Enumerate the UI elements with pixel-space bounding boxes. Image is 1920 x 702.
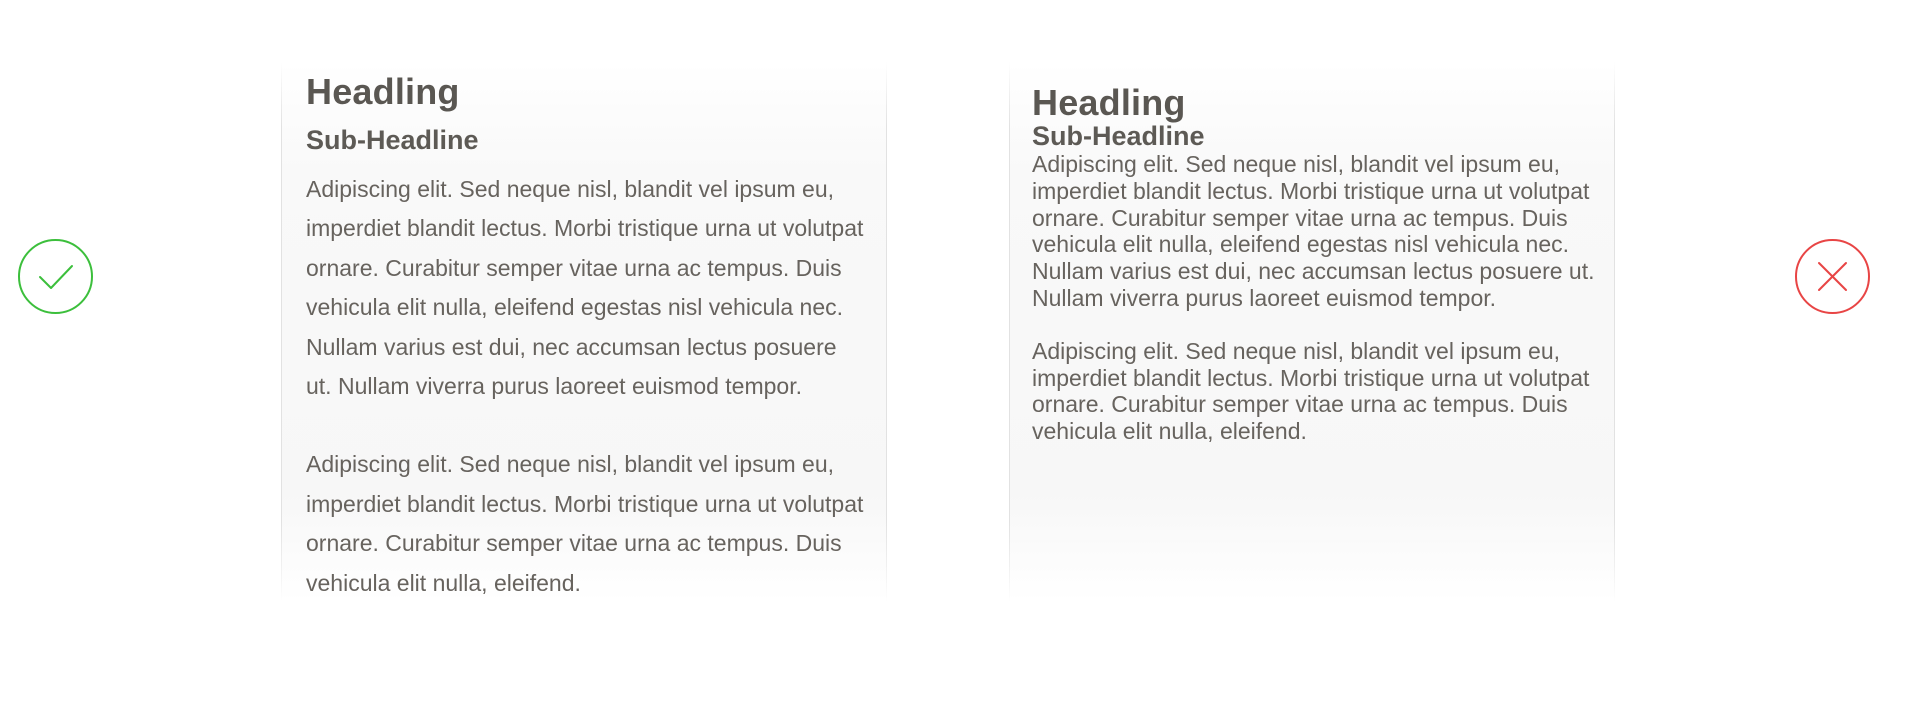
bad-example-panel xyxy=(1009,62,1615,602)
bad-subheadline: Sub-Headline xyxy=(1032,121,1205,151)
bad-paragraph-1: Adipiscing elit. Sed neque nisl, blandit vel ipsum eu, imperdiet blandit lectus. Morbi tristique urna ut volutpat ornare. Curabitur semper vitae urna ac tempus. Duis vehicula elit nulla, eleifend egestas nisl vehicula nec. Nullam varius est dui, nec accumsan lectus posuere ut. Nullam viverra purus laoreet euismod tempor. xyxy=(1032,151,1595,311)
bad-headline: Headling xyxy=(1032,82,1186,123)
good-subheadline: Sub-Headline xyxy=(306,125,479,155)
cross-icon xyxy=(1795,239,1870,314)
good-example-content xyxy=(306,70,867,603)
bad-paragraph-2: Adipiscing elit. Sed neque nisl, blandit vel ipsum eu, imperdiet blandit lectus. Morbi tristique urna ut volutpat ornare. Curabitur semper vitae urna ac tempus. Duis vehicula elit nulla, eleifend. xyxy=(1032,337,1590,445)
cross-glyph xyxy=(1797,241,1868,312)
good-paragraph-2: Adipiscing elit. Sed neque nisl, blandit vel ipsum eu, imperdiet blandit lectus. Morbi tristique urna ut volutpat ornare. Curabitur semper vitae urna ac tempus. Duis vehicula elit nulla, eleifend. xyxy=(306,451,864,596)
checkmark-glyph xyxy=(20,241,91,312)
bad-example-content xyxy=(1032,82,1595,445)
good-example-panel xyxy=(281,62,887,602)
good-paragraph-1: Adipiscing elit. Sed neque nisl, blandit vel ipsum eu, imperdiet blandit lectus. Morbi tristique urna ut volutpat ornare. Curabitur semper vitae urna ac tempus. Duis vehicula elit nulla, eleifend egestas nisl vehicula nec. Nullam varius est dui, nec accumsan lectus posuere ut. Nullam viverra purus laoreet euismod tempor. xyxy=(306,176,864,400)
checkmark-icon xyxy=(18,239,93,314)
good-headline: Headling xyxy=(306,71,460,112)
